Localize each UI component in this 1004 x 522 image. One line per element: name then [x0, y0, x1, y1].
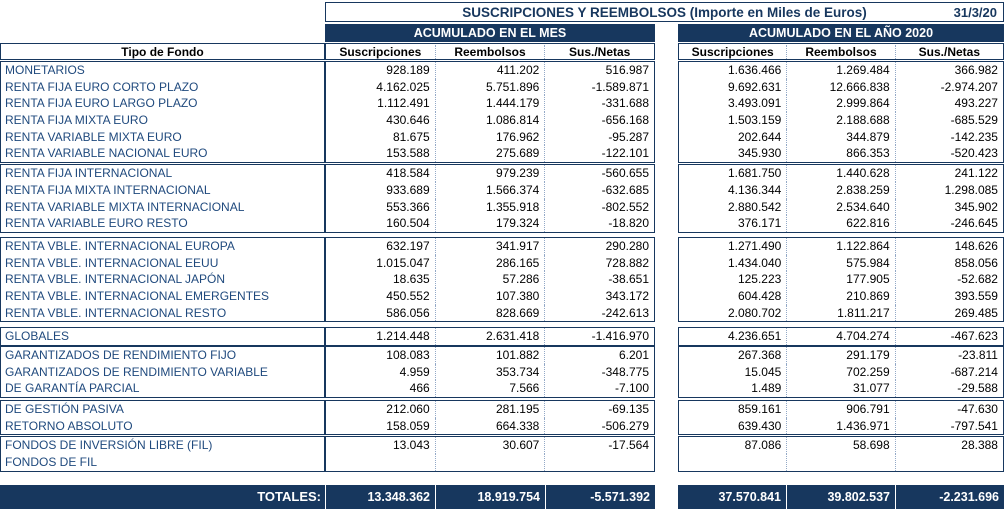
value-cell: 586.056	[386, 305, 430, 320]
value-row	[679, 112, 1003, 129]
value-cell: -2.974.207	[895, 79, 1003, 96]
year-values-block	[678, 61, 1004, 163]
value-cell: 553.366	[386, 199, 430, 214]
value-row	[326, 145, 654, 162]
totals-gap-spacer	[655, 485, 678, 509]
group-gap-spacer	[655, 436, 678, 471]
month-col-reembolsos: Reembolsos	[435, 45, 545, 59]
fund-name: GLOBALES	[5, 329, 70, 344]
fund-name: RENTA FIJA INTERNACIONAL	[5, 166, 173, 181]
value-cell: 15.045	[744, 364, 782, 379]
value-cell: 4.236.651	[727, 329, 782, 344]
value-cell: 87.086	[744, 438, 782, 453]
fund-name-block	[0, 400, 325, 435]
value-cell: -69.135	[544, 401, 654, 418]
value-cell: -23.811	[895, 347, 1003, 364]
value-cell: 210.869	[786, 288, 894, 305]
group-gap-spacer	[655, 400, 678, 435]
value-row	[679, 255, 1003, 272]
fund-name-block	[0, 237, 325, 322]
month-column-headers	[325, 43, 655, 60]
totals-month-reembolsos: 18.919.754	[435, 485, 545, 509]
year-col-suscripciones: Suscripciones	[691, 44, 774, 59]
value-cell: 604.428	[737, 288, 782, 303]
value-cell: 376.171	[737, 216, 782, 231]
value-row	[679, 437, 1003, 454]
value-row	[679, 328, 1003, 345]
fund-name: RENTA VBLE. INTERNACIONAL EMERGENTES	[5, 288, 270, 303]
value-row	[679, 238, 1003, 255]
fund-name-block	[0, 327, 325, 346]
month-values-block	[325, 327, 655, 346]
fund-name: RENTA VBLE. INTERNACIONAL EEUU	[5, 255, 219, 270]
value-cell: 12.666.838	[786, 79, 894, 96]
value-cell: 1.271.490	[727, 238, 782, 253]
report-title-bar	[325, 2, 1004, 22]
value-cell: 28.388	[895, 437, 1003, 454]
value-cell: 450.552	[386, 288, 430, 303]
value-cell: 81.675	[392, 129, 430, 144]
value-cell: 158.059	[386, 418, 430, 433]
value-cell: -348.775	[544, 364, 654, 381]
group-gap-spacer	[655, 327, 678, 346]
year-column-headers	[678, 43, 1004, 60]
fund-name: DE GESTIÓN PASIVA	[5, 402, 124, 417]
value-row	[679, 271, 1003, 288]
value-cell: 212.060	[386, 402, 430, 417]
year-section-header: ACUMULADO EN EL AÑO 2020	[678, 24, 1004, 42]
value-cell: 1.086.814	[435, 112, 545, 129]
year-values-block	[678, 400, 1004, 435]
value-row	[326, 79, 654, 96]
value-cell: 148.626	[895, 238, 1003, 255]
value-cell: 858.056	[895, 255, 1003, 272]
month-section-header: ACUMULADO EN EL MES	[325, 24, 655, 42]
value-cell: 702.259	[786, 364, 894, 381]
value-row	[679, 347, 1003, 364]
value-cell: -797.541	[895, 418, 1003, 435]
value-row	[679, 129, 1003, 146]
value-row	[679, 145, 1003, 162]
fund-group	[0, 400, 1004, 435]
value-cell: -331.688	[544, 95, 654, 112]
value-row	[326, 418, 654, 435]
value-cell: -18.820	[544, 215, 654, 232]
value-cell: 6.201	[544, 347, 654, 364]
totals-year-bar	[678, 485, 1004, 509]
value-cell: 1.444.179	[435, 95, 545, 112]
value-row	[679, 215, 1003, 232]
value-cell: 1.440.628	[786, 165, 894, 182]
value-cell: 859.161	[737, 402, 782, 417]
value-cell: 13.043	[392, 438, 430, 453]
fund-group	[0, 237, 1004, 322]
value-cell: -467.623	[895, 328, 1003, 345]
value-row	[326, 62, 654, 79]
fund-name-block	[0, 436, 325, 471]
value-row	[326, 454, 654, 471]
value-row	[679, 305, 1003, 322]
value-cell: 160.504	[386, 216, 430, 231]
value-cell: -95.287	[544, 129, 654, 146]
value-cell: 728.882	[544, 255, 654, 272]
value-cell: 906.791	[786, 401, 894, 418]
value-cell	[544, 454, 654, 471]
value-row	[326, 305, 654, 322]
value-cell: -246.645	[895, 215, 1003, 232]
fund-name: RENTA FIJA EURO CORTO PLAZO	[5, 79, 199, 94]
value-row	[326, 199, 654, 216]
value-cell: 632.197	[386, 238, 430, 253]
value-cell: 3.493.091	[727, 96, 782, 111]
value-row	[326, 255, 654, 272]
value-cell: 1.434.040	[727, 255, 782, 270]
value-cell: 664.338	[435, 418, 545, 435]
section-row-left-spacer	[0, 22, 325, 42]
value-cell: 411.202	[435, 62, 545, 79]
value-cell: 1.355.918	[435, 199, 545, 216]
title-row	[0, 0, 1004, 22]
year-values-block	[678, 237, 1004, 322]
value-row	[326, 328, 654, 345]
fund-group	[0, 346, 1004, 398]
value-cell: 286.165	[435, 255, 545, 272]
fund-name: RENTA VARIABLE EURO RESTO	[5, 216, 188, 231]
month-col-netas: Sus./Netas	[544, 45, 654, 59]
value-cell: -17.564	[544, 437, 654, 454]
fund-name: RENTA FIJA EURO LARGO PLAZO	[5, 96, 198, 111]
value-cell: 575.984	[786, 255, 894, 272]
value-cell: -38.651	[544, 271, 654, 288]
value-cell: 4.136.344	[727, 182, 782, 197]
value-row	[326, 271, 654, 288]
value-cell: 2.631.418	[435, 328, 545, 345]
value-cell: 343.172	[544, 288, 654, 305]
fund-group	[0, 436, 1004, 471]
group-gap-spacer	[655, 237, 678, 322]
value-cell: 275.689	[435, 145, 545, 162]
totals-month-bar	[0, 485, 655, 509]
value-row	[679, 79, 1003, 96]
value-cell: -520.423	[895, 145, 1003, 162]
value-cell: 493.227	[895, 95, 1003, 112]
fund-name: FONDOS DE FIL	[5, 455, 98, 470]
year-values-block	[678, 327, 1004, 346]
value-row	[679, 288, 1003, 305]
value-cell: -47.630	[895, 401, 1003, 418]
value-cell: 31.077	[786, 380, 894, 397]
value-row	[326, 238, 654, 255]
totals-year-suscripciones: 37.570.841	[718, 489, 781, 504]
value-cell: 269.485	[895, 305, 1003, 322]
value-cell: 928.189	[386, 63, 430, 77]
fund-name-block	[0, 164, 325, 233]
value-row	[326, 215, 654, 232]
fund-name: RENTA VBLE. INTERNACIONAL RESTO	[5, 305, 227, 320]
value-cell: 1.436.971	[786, 418, 894, 435]
fund-group	[0, 327, 1004, 346]
value-cell: 30.607	[435, 437, 545, 454]
value-cell: 466	[409, 381, 430, 396]
value-row	[326, 364, 654, 381]
column-header-row	[0, 43, 1004, 60]
value-row	[679, 401, 1003, 418]
month-col-suscripciones: Suscripciones	[339, 44, 422, 59]
value-cell: 108.083	[386, 348, 430, 362]
value-cell: -685.529	[895, 112, 1003, 129]
value-cell: 241.122	[895, 165, 1003, 182]
value-row	[326, 347, 654, 364]
value-cell: 1.681.750	[727, 166, 782, 181]
fund-name: RENTA FIJA MIXTA EURO	[5, 113, 148, 128]
value-cell: 177.905	[786, 271, 894, 288]
fund-name-block	[0, 346, 325, 398]
value-cell: 153.588	[386, 146, 430, 161]
year-values-block	[678, 164, 1004, 233]
value-cell	[326, 454, 435, 471]
value-cell: 179.324	[435, 215, 545, 232]
value-row	[326, 129, 654, 146]
value-cell: 516.987	[544, 62, 654, 79]
value-cell: 1.122.864	[786, 238, 894, 255]
value-cell: 2.999.864	[786, 95, 894, 112]
report-date: 31/3/20	[953, 4, 997, 20]
totals-year-netas: -2.231.696	[895, 485, 1004, 509]
value-cell: 2.880.542	[727, 199, 782, 214]
section-gap-spacer	[655, 22, 678, 42]
fund-groups	[0, 61, 1004, 472]
value-row	[326, 401, 654, 418]
value-cell: 430.646	[386, 113, 430, 128]
value-cell: -802.552	[544, 199, 654, 216]
fund-name: GARANTIZADOS DE RENDIMIENTO VARIABLE	[5, 364, 268, 379]
value-row	[679, 182, 1003, 199]
value-cell: 18.635	[392, 272, 430, 287]
value-cell: 5.751.896	[435, 79, 545, 96]
value-row	[326, 95, 654, 112]
fund-name: RENTA VARIABLE NACIONAL EURO	[5, 146, 208, 161]
value-cell: 107.380	[435, 288, 545, 305]
totals-month-suscripciones: 13.348.362	[325, 485, 435, 509]
value-cell: -142.235	[895, 129, 1003, 146]
year-values-block	[678, 346, 1004, 398]
totals-month-netas: -5.571.392	[545, 485, 655, 509]
value-cell: 176.962	[435, 129, 545, 146]
value-cell: 125.223	[737, 272, 782, 287]
value-cell: 101.882	[435, 347, 545, 364]
month-values-block	[325, 164, 655, 233]
value-cell: -29.588	[895, 380, 1003, 397]
value-cell: 866.353	[786, 145, 894, 162]
report-title: SUSCRIPCIONES Y REEMBOLSOS (Importe en Miles de Euros)	[462, 4, 867, 20]
month-values-block	[325, 436, 655, 471]
value-cell: 1.112.491	[377, 96, 430, 111]
header-gap-spacer	[655, 43, 678, 60]
value-cell: 353.734	[435, 364, 545, 381]
value-cell: 281.195	[435, 401, 545, 418]
value-cell: 1.811.217	[786, 305, 894, 322]
value-row	[326, 288, 654, 305]
value-cell: 1.503.159	[727, 113, 782, 128]
value-cell: 1.566.374	[435, 182, 545, 199]
value-cell: -560.655	[544, 165, 654, 182]
fund-name: RENTA VARIABLE MIXTA INTERNACIONAL	[5, 199, 245, 214]
value-cell: 9.692.631	[727, 79, 782, 94]
value-cell: 933.689	[386, 182, 430, 197]
value-cell	[786, 454, 894, 471]
value-row	[679, 418, 1003, 435]
value-row	[326, 182, 654, 199]
value-row	[326, 112, 654, 129]
value-cell: 639.430	[737, 418, 782, 433]
value-cell: 1.015.047	[376, 255, 430, 270]
value-cell: 345.930	[737, 146, 782, 161]
value-cell: 2.838.259	[786, 182, 894, 199]
value-cell: -7.100	[544, 380, 654, 397]
value-cell: -1.416.970	[544, 328, 654, 345]
value-cell: -506.279	[544, 418, 654, 435]
value-cell: 1.298.085	[895, 182, 1003, 199]
value-cell: 58.698	[786, 437, 894, 454]
value-cell: 828.669	[435, 305, 545, 322]
value-cell	[679, 454, 786, 471]
value-row	[326, 165, 654, 182]
value-cell: -1.589.871	[544, 79, 654, 96]
fund-name: RENTA VBLE. INTERNACIONAL EUROPA	[5, 238, 235, 253]
fund-name: DE GARANTÍA PARCIAL	[5, 381, 140, 396]
value-cell: 1.489	[751, 381, 782, 396]
value-cell	[435, 454, 545, 471]
value-cell: 979.239	[435, 165, 545, 182]
value-row	[679, 364, 1003, 381]
year-col-reembolsos: Reembolsos	[786, 45, 894, 59]
month-values-block	[325, 346, 655, 398]
totals-row	[0, 485, 1004, 509]
title-row-left-spacer	[0, 0, 325, 22]
value-cell: 4.162.025	[376, 79, 430, 94]
fund-name: RENTA FIJA MIXTA INTERNACIONAL	[5, 182, 211, 197]
group-gap-spacer	[655, 164, 678, 233]
value-row	[679, 95, 1003, 112]
fund-name: MONETARIOS	[5, 63, 85, 77]
value-cell: 57.286	[435, 271, 545, 288]
fund-name: GARANTIZADOS DE RENDIMIENTO FIJO	[5, 348, 237, 362]
section-bars-row	[0, 22, 1004, 42]
month-values-block	[325, 237, 655, 322]
value-cell: 1.636.466	[727, 63, 782, 77]
value-row	[326, 380, 654, 397]
fund-name: FONDOS DE INVERSIÓN LIBRE (FIL)	[5, 438, 213, 453]
value-cell: 4.704.274	[786, 328, 894, 345]
value-cell: 202.644	[737, 129, 782, 144]
value-cell: 7.566	[435, 380, 545, 397]
value-cell: 1.269.484	[786, 62, 894, 79]
value-cell: -122.101	[544, 145, 654, 162]
value-row	[679, 199, 1003, 216]
value-cell: 1.214.448	[376, 329, 430, 344]
value-cell: 2.188.688	[786, 112, 894, 129]
value-cell: 291.179	[786, 347, 894, 364]
fund-name: RENTA VBLE. INTERNACIONAL JAPÓN	[5, 272, 226, 287]
value-cell: 2.080.702	[727, 305, 782, 320]
totals-year-reembolsos: 39.802.537	[786, 485, 895, 509]
group-gap-spacer	[655, 61, 678, 163]
value-cell: 345.902	[895, 199, 1003, 216]
value-cell: -656.168	[544, 112, 654, 129]
value-cell	[895, 454, 1003, 471]
group-gap-spacer	[655, 346, 678, 398]
value-cell: 4.959	[399, 364, 430, 379]
value-row	[679, 62, 1003, 79]
value-cell: 393.559	[895, 288, 1003, 305]
value-cell: 2.534.640	[786, 199, 894, 216]
fund-group	[0, 164, 1004, 233]
value-row	[326, 437, 654, 454]
fund-name: RETORNO ABSOLUTO	[5, 418, 133, 433]
value-cell: -52.682	[895, 271, 1003, 288]
value-cell: -687.214	[895, 364, 1003, 381]
value-cell: 344.879	[786, 129, 894, 146]
month-values-block	[325, 61, 655, 163]
year-col-netas: Sus./Netas	[895, 45, 1003, 59]
value-cell: 290.280	[544, 238, 654, 255]
fund-name: RENTA VARIABLE MIXTA EURO	[5, 129, 182, 144]
fund-group	[0, 61, 1004, 163]
value-cell: 366.982	[895, 62, 1003, 79]
value-cell: -632.685	[544, 182, 654, 199]
value-cell: -242.613	[544, 305, 654, 322]
value-cell: 622.816	[786, 215, 894, 232]
fund-name-block	[0, 61, 325, 163]
fund-type-column-header: Tipo de Fondo	[0, 43, 325, 60]
value-cell: 418.584	[386, 166, 430, 181]
value-cell: 341.917	[435, 238, 545, 255]
totals-label: TOTALES:	[257, 489, 321, 505]
value-row	[679, 380, 1003, 397]
month-values-block	[325, 400, 655, 435]
year-values-block	[678, 436, 1004, 471]
value-row	[679, 165, 1003, 182]
value-row	[679, 454, 1003, 471]
value-cell: 267.368	[737, 348, 782, 362]
